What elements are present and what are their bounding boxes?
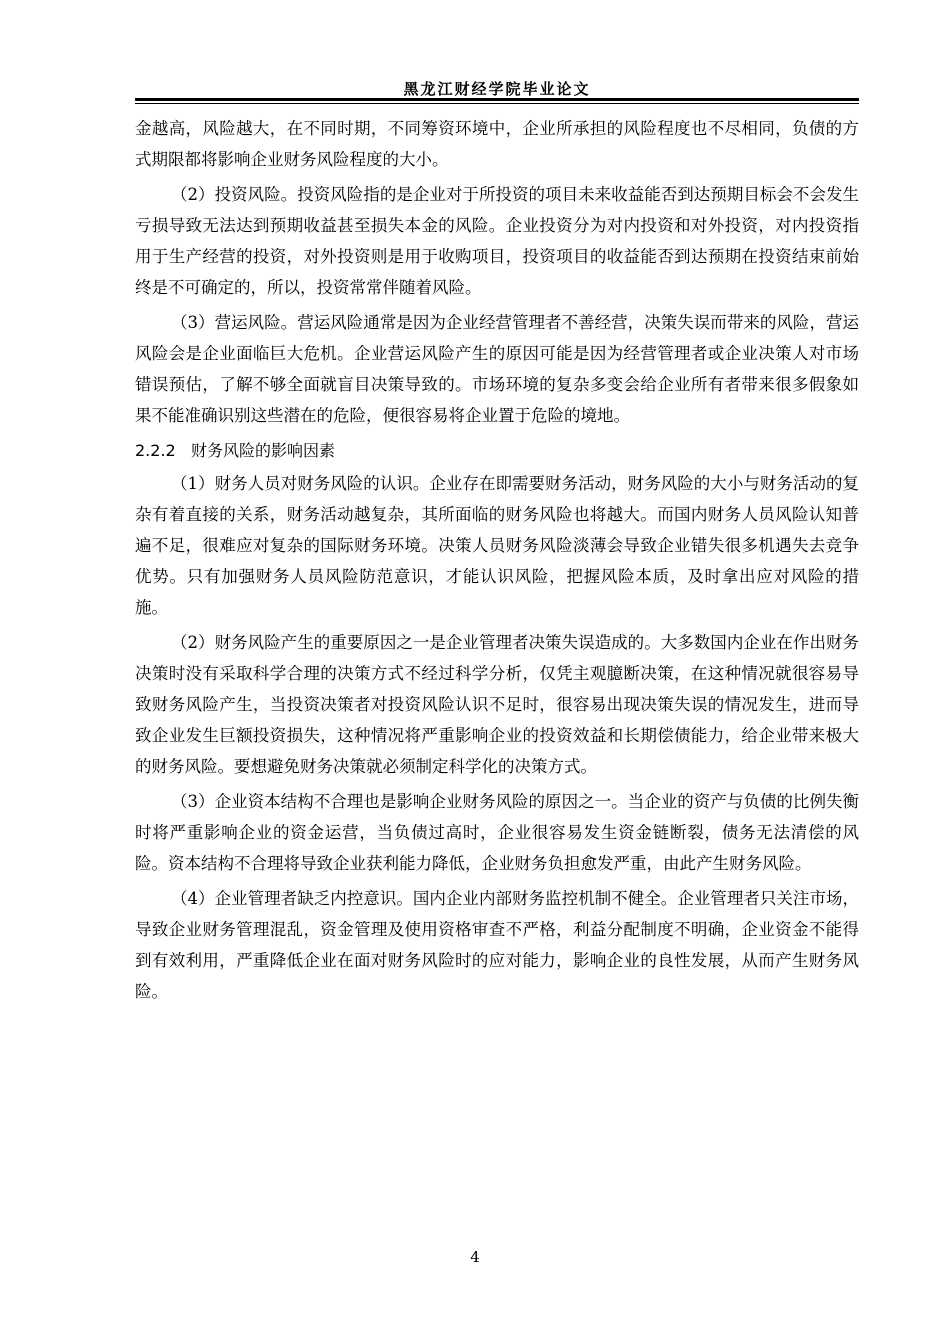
paragraph-continued: 金越高，风险越大，在不同时期，不同筹资环境中，企业所承担的风险程度也不尽相同，负债的方式期限都将影响企业财务风险程度的大小。 (135, 119, 859, 169)
paragraph-factor-4: （4）企业管理者缺乏内控意识。国内企业内部财务监控机制不健全。企业管理者只关注市场，导致企业财务管理混乱，资金管理及使用资格审查不严格，利益分配制度不明确，企业资金不能得到有效利用，严重降低企业在面对财务风险时的应对能力，影响企业的良性发展，从而产生财务风险。 (135, 889, 859, 1001)
section-title: 财务风险的影响因素 (191, 441, 336, 460)
section-number: 2.2.2 (135, 441, 176, 460)
page-header-title: 黑龙江财经学院毕业论文 (403, 80, 591, 98)
document-body (135, 113, 859, 1011)
section-heading (135, 435, 859, 466)
header-rule-thin (135, 103, 859, 104)
paragraph-investment-risk: （2）投资风险。投资风险指的是企业对于所投资的项目未来收益能否到达预期目标会不会发生亏损导致无法达到预期收益甚至损失本金的风险。企业投资分为对内投资和对外投资，对内投资指用于生产经营的投资，对外投资则是用于收购项目，投资项目的收益能否到达预期在投资结束前始终是不可确定的，所以，投资常常伴随着风险。 (135, 185, 859, 297)
paragraph-factor-3: （3）企业资本结构不合理也是影响企业财务风险的原因之一。当企业的资产与负债的比例失衡时将严重影响企业的资金运营，当负债过高时，企业很容易发生资金链断裂，债务无法清偿的风险。资本结构不合理将导致企业获利能力降低，企业财务负担愈发严重，由此产生财务风险。 (135, 792, 859, 873)
paragraph-operating-risk: （3）营运风险。营运风险通常是因为企业经营管理者不善经营，决策失误而带来的风险，营运风险会是企业面临巨大危机。企业营运风险产生的原因可能是因为经营管理者或企业决策人对市场错误预估，了解不够全面就盲目决策导致的。市场环境的复杂多变会给企业所有者带来很多假象如果不能准确识别这些潜在的危险，便很容易将企业置于危险的境地。 (135, 313, 859, 425)
paragraph-factor-2: （2）财务风险产生的重要原因之一是企业管理者决策失误造成的。大多数国内企业在作出财务决策时没有采取科学合理的决策方式不经过科学分析，仅凭主观臆断决策，在这种情况就很容易导致财务风险产生，当投资决策者对投资风险认识不足时，很容易出现决策失误的情况发生，进而导致企业发生巨额投资损失，这种情况将严重影响企业的投资效益和长期偿债能力，给企业带来极大的财务风险。要想避免财务决策就必须制定科学化的决策方式。 (135, 633, 859, 776)
paragraph-factor-1: （1）财务人员对财务风险的认识。企业存在即需要财务活动，财务风险的大小与财务活动的复杂有着直接的关系，财务活动越复杂，其所面临的财务风险也将越大。而国内财务人员风险认知普遍不足，很难应对复杂的国际财务环境。决策人员财务风险淡薄会导致企业错失很多机遇失去竞争优势。只有加强财务人员风险防范意识，才能认识风险，把握风险本质，及时拿出应对风险的措施。 (135, 474, 859, 617)
page-number: 4 (470, 1248, 480, 1266)
header-rule-thick (135, 98, 859, 101)
